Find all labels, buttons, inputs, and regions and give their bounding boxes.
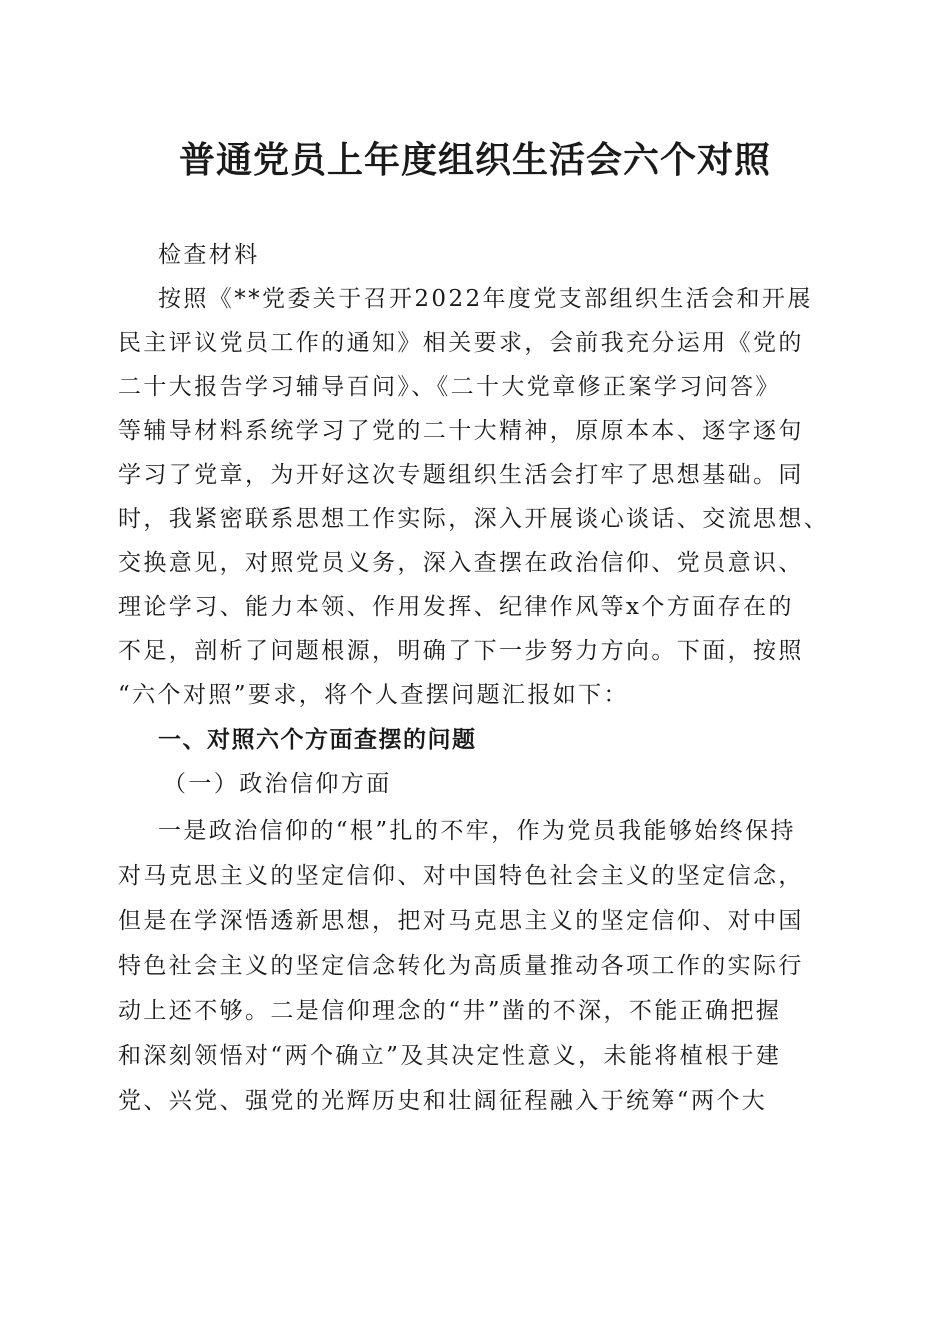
subsection-heading: （一）政治信仰方面 (163, 771, 392, 797)
paragraph-line: 交换意见，对照党员义务，深入查摆在政治信仰、党员意识、 (118, 550, 804, 576)
paragraph-line: 对马克思主义的坚定信仰、对中国特色社会主义的坚定信念， (118, 863, 804, 889)
paragraph-line: 学习了党章，为开好这次专题组织生活会打牢了思想基础。同 (118, 462, 804, 488)
document-subtitle: 检查材料 (158, 242, 260, 268)
paragraph-line: 动上还不够。二是信仰理念的“井”凿的不深，不能正确把握 (118, 998, 782, 1024)
paragraph-line: 二十大报告学习辅导百问》、《二十大党章修正案学习问答》 (118, 374, 781, 400)
paragraph-line: 理论学习、能力本领、作用发挥、纪律作风等x个方面存在的 (118, 594, 794, 620)
section-heading: 一、对照六个方面查摆的问题 (158, 727, 477, 753)
document-title: 普通党员上年度组织生活会六个对照 (178, 139, 771, 181)
paragraph-line: 但是在学深悟透新思想，把对马克思主义的坚定信仰、对中国 (118, 908, 804, 934)
paragraph-line: 不足，剖析了问题根源，明确了下一步努力方向。下面，按照 (118, 638, 804, 664)
paragraph-line: 党、兴党、强党的光辉历史和壮阔征程融入于统筹“两个大 (118, 1088, 768, 1114)
paragraph-line: 民主评议党员工作的通知》相关要求，会前我充分运用《党的 (118, 330, 804, 356)
paragraph-line: 按照《**党委关于召开2022年度党支部组织生活会和开展 (158, 286, 813, 312)
paragraph-line: 等辅导材料系统学习了党的二十大精神，原原本本、逐字逐句 (118, 418, 804, 444)
paragraph-line: 一是政治信仰的“根”扎的不牢，作为党员我能够始终保持 (158, 818, 796, 844)
paragraph-line: 特色社会主义的坚定信念转化为高质量推动各项工作的实际行 (118, 953, 804, 979)
paragraph-line: “六个对照”要求，将个人查摆问题汇报如下： (118, 682, 629, 708)
paragraph-line: 和深刻领悟对“两个确立”及其决定性意义，未能将植根于建 (118, 1043, 782, 1069)
paragraph-line: 时，我紧密联系思想工作实际，深入开展谈心谈话、交流思想、 (118, 506, 830, 532)
